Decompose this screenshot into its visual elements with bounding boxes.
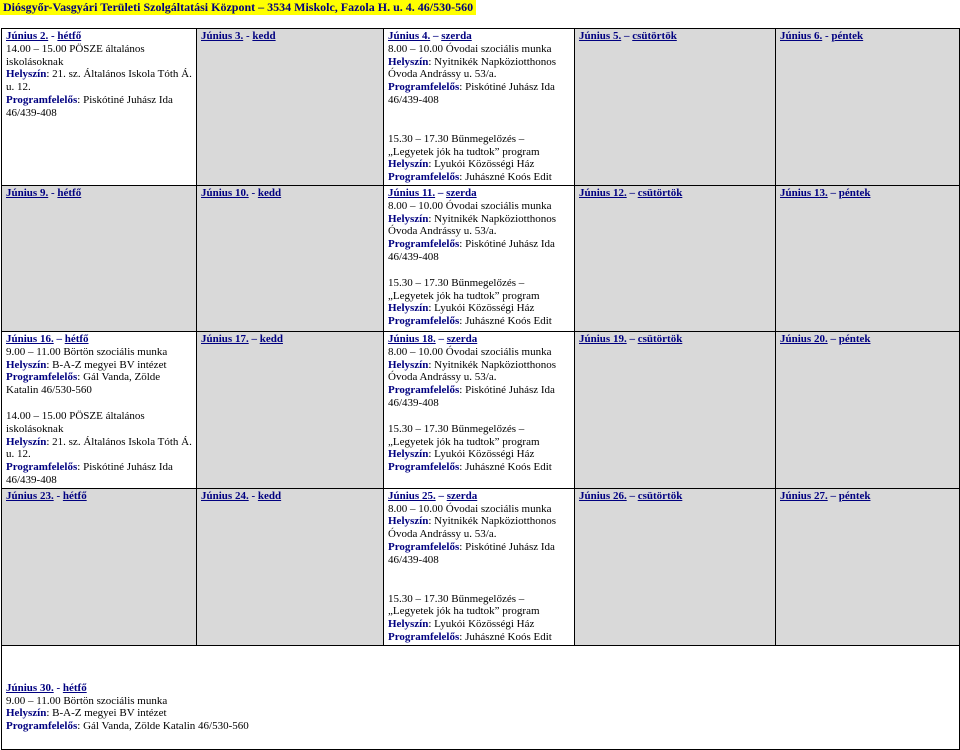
event-time-title: 15.30 – 17.30 Bűnmegelőzés – „Legyetek jók ha tudtok” program xyxy=(388,592,540,618)
event-responsible-value: Piskótiné Juhász Ida 46/439-408 xyxy=(388,540,555,566)
day-weekday: hétfő xyxy=(62,681,87,694)
day-heading xyxy=(780,333,956,346)
event-location: Helyszín: Nyitnikék Napköziotthonos Óvoda Andrássy u. 53/a. xyxy=(388,515,557,541)
event-time-title: 8.00 – 10.00 Óvodai szociális munka xyxy=(388,199,552,212)
day-separator: – xyxy=(626,186,638,199)
event-location: Helyszín: Lyukói Közösségi Ház xyxy=(388,302,535,315)
day-date: Június 16. xyxy=(6,332,54,345)
day-date: Június 26. xyxy=(579,489,627,502)
day-heading xyxy=(6,682,956,695)
day-heading xyxy=(780,187,956,200)
event-responsible: Programfelelős: Piskótiné Juhász Ida 46/439-408 xyxy=(388,384,555,409)
day-weekday: péntek xyxy=(838,489,871,502)
week-row xyxy=(2,29,960,186)
event-responsible: Programfelelős: Juhászné Koós Edit xyxy=(388,630,552,643)
day-weekday: hétfő xyxy=(64,332,89,345)
day-weekday: szerda xyxy=(446,489,478,502)
day-separator: - xyxy=(243,30,253,42)
day-weekday: kedd xyxy=(257,186,282,199)
event-responsible-label: Programfelelős xyxy=(388,384,460,397)
event-responsible-label: Programfelelős xyxy=(388,171,460,184)
event-location: Helyszín: 21. sz. Általános Iskola Tóth Á. u. 12. xyxy=(6,68,192,94)
event-time-title: 8.00 – 10.00 Óvodai szociális munka xyxy=(388,502,552,515)
event-location-value: 21. sz. Általános Iskola Tóth Á. u. 12. xyxy=(6,68,192,94)
event-responsible-value: Piskótiné Juhász Ida 46/439-408 xyxy=(388,384,555,409)
day-weekday: csütörtök xyxy=(637,186,683,199)
day-cell-monday xyxy=(2,29,197,186)
day-date: Június 17. xyxy=(201,332,249,345)
day-date: Június 18. xyxy=(388,332,436,345)
day-separator: – xyxy=(435,332,447,345)
day-heading xyxy=(6,333,193,346)
day-date: Június 10. xyxy=(201,186,249,199)
day-cell-friday xyxy=(776,185,960,331)
event-location-label: Helyszín xyxy=(388,212,429,225)
day-separator: - xyxy=(53,489,63,502)
event-time-title: 14.00 – 15.00 PÖSZE általános iskolásoknak xyxy=(6,409,145,435)
event-responsible-value: Gál Vanda, Zölde Katalin 46/530-560 xyxy=(83,720,249,733)
day-cell-thursday xyxy=(575,185,776,331)
day-separator: – xyxy=(626,489,638,502)
day-separator: - xyxy=(248,489,258,502)
event-location-value: Nyitnikék Napköziotthonos Óvoda Andrássy u. 53/a. xyxy=(388,212,557,238)
day-date: Június 19. xyxy=(579,332,627,345)
event-responsible-label: Programfelelős xyxy=(388,461,460,474)
event-responsible-label: Programfelelős xyxy=(6,720,78,733)
event-entry xyxy=(388,346,571,410)
event-location: Helyszín: B-A-Z megyei BV intézet xyxy=(6,707,167,720)
event-entry xyxy=(388,503,571,567)
event-location-label: Helyszín xyxy=(388,358,429,371)
day-weekday: hétfő xyxy=(57,30,82,42)
day-heading xyxy=(579,490,772,503)
event-location: Helyszín: Nyitnikék Napköziotthonos Óvoda Andrássy u. 53/a. xyxy=(388,358,557,384)
day-cell-tuesday xyxy=(197,488,384,645)
day-weekday: csütörtök xyxy=(637,332,683,345)
event-location-label: Helyszín xyxy=(388,448,429,461)
day-weekday: szerda xyxy=(446,332,478,345)
day-weekday: hétfő xyxy=(62,489,87,502)
event-entry xyxy=(388,133,571,184)
event-location: Helyszín: B-A-Z megyei BV intézet xyxy=(6,358,167,371)
week-row xyxy=(2,645,960,749)
day-heading xyxy=(201,333,380,346)
day-separator: – xyxy=(827,332,839,345)
event-responsible-value: Gál Vanda, Zölde Katalin 46/530-560 xyxy=(6,371,161,397)
day-weekday: szerda xyxy=(441,30,472,42)
event-responsible: Programfelelős: Piskótiné Juhász Ida 46/439-408 xyxy=(388,81,555,106)
day-separator: – xyxy=(435,489,447,502)
day-cell-friday xyxy=(776,29,960,186)
day-weekday: péntek xyxy=(838,332,871,345)
day-cell-monday xyxy=(2,331,197,488)
event-location-value: B-A-Z megyei BV intézet xyxy=(52,707,167,720)
event-location-label: Helyszín xyxy=(388,618,429,631)
event-entry xyxy=(388,423,571,474)
event-responsible-value: Juhászné Koós Edit xyxy=(465,315,552,328)
day-separator: - xyxy=(48,186,58,199)
day-weekday: csütörtök xyxy=(637,489,683,502)
event-time-title: 14.00 – 15.00 PÖSZE általános iskolásoknak xyxy=(6,42,145,68)
event-location-value: 21. sz. Általános Iskola Tóth Á. u. 12. xyxy=(6,435,192,461)
event-spacer xyxy=(6,397,193,410)
day-weekday: kedd xyxy=(252,30,276,42)
event-location-label: Helyszín xyxy=(388,515,429,528)
event-location-value: B-A-Z megyei BV intézet xyxy=(52,358,167,371)
day-weekday: péntek xyxy=(831,30,864,42)
day-heading xyxy=(388,333,571,346)
event-time-title: 8.00 – 10.00 Óvodai szociális munka xyxy=(388,42,552,55)
day-weekday: szerda xyxy=(446,186,477,199)
event-entry xyxy=(6,43,193,120)
event-location: Helyszín: Lyukói Közösségi Ház xyxy=(388,448,535,461)
day-cell-wednesday xyxy=(384,185,575,331)
day-cell-tuesday xyxy=(197,185,384,331)
event-spacer xyxy=(388,410,571,423)
event-responsible-label: Programfelelős xyxy=(6,371,78,384)
day-separator: - xyxy=(248,186,258,199)
day-heading xyxy=(388,490,571,503)
day-date: Június 9. xyxy=(6,186,49,199)
event-responsible-label: Programfelelős xyxy=(388,540,460,553)
day-heading xyxy=(388,30,571,43)
day-heading xyxy=(6,187,193,200)
event-entry xyxy=(6,346,193,397)
page-header: Diósgyőr-Vasgyári Területi Szolgáltatási Központ – 3534 Miskolc, Fazola H. u. 4. 46/530-560 xyxy=(0,0,476,15)
event-responsible: Programfelelős: Gál Vanda, Zölde Katalin 46/530-560 xyxy=(6,371,161,397)
event-location-value: Nyitnikék Napköziotthonos Óvoda Andrássy u. 53/a. xyxy=(388,358,557,384)
day-date: Június 20. xyxy=(780,332,828,345)
event-location-value: Nyitnikék Napköziotthonos Óvoda Andrássy u. 53/a. xyxy=(388,55,557,81)
event-responsible-label: Programfelelős xyxy=(388,630,460,643)
day-date: Június 11. xyxy=(388,186,436,199)
event-time-title: 15.30 – 17.30 Bűnmegelőzés – „Legyetek jók ha tudtok” program xyxy=(388,276,540,302)
day-separator: – xyxy=(248,332,260,345)
event-time-title: 9.00 – 11.00 Börtön szociális munka xyxy=(6,345,168,358)
day-date: Június 27. xyxy=(780,489,828,502)
event-location-value: Lyukói Közösségi Ház xyxy=(434,302,535,315)
event-entry xyxy=(388,277,571,328)
day-heading xyxy=(6,30,193,43)
event-responsible: Programfelelős: Piskótiné Juhász Ida 46/439-408 xyxy=(388,238,555,263)
day-cell-tuesday xyxy=(197,29,384,186)
day-separator: - xyxy=(822,30,832,42)
event-spacer xyxy=(388,264,571,277)
day-cell-thursday xyxy=(575,488,776,645)
day-cell-friday xyxy=(776,331,960,488)
day-separator: – xyxy=(621,30,633,42)
day-cell-tuesday xyxy=(197,331,384,488)
event-responsible-value: Piskótiné Juhász Ida 46/439-408 xyxy=(388,238,555,263)
day-heading xyxy=(201,30,380,43)
event-responsible-label: Programfelelős xyxy=(6,461,78,474)
day-heading xyxy=(579,187,772,200)
event-location: Helyszín: Lyukói Közösségi Ház xyxy=(388,618,535,631)
event-responsible: Programfelelős: Juhászné Koós Edit xyxy=(388,315,552,328)
day-cell-friday xyxy=(776,488,960,645)
event-location-label: Helyszín xyxy=(388,158,429,171)
event-entry xyxy=(388,43,571,107)
day-heading xyxy=(579,30,772,43)
day-date: Június 2. xyxy=(6,30,49,42)
day-separator: – xyxy=(53,332,65,345)
day-heading xyxy=(388,187,571,200)
day-cell-monday xyxy=(2,488,197,645)
event-responsible-value: Juhászné Koós Edit xyxy=(465,461,552,474)
event-spacer xyxy=(388,107,571,133)
day-weekday: péntek xyxy=(838,186,871,199)
event-responsible-value: Piskótiné Juhász Ida 46/439-408 xyxy=(388,81,555,106)
event-spacer xyxy=(388,567,571,593)
schedule-table xyxy=(1,28,960,750)
day-date: Június 13. xyxy=(780,186,828,199)
event-time-title: 15.30 – 17.30 Bűnmegelőzés – „Legyetek jók ha tudtok” program xyxy=(388,132,540,158)
day-separator: – xyxy=(827,186,839,199)
day-heading xyxy=(780,30,956,43)
day-heading xyxy=(579,333,772,346)
day-cell-wednesday xyxy=(384,488,575,645)
event-location-label: Helyszín xyxy=(388,55,429,68)
day-heading xyxy=(6,490,193,503)
day-cell-thursday xyxy=(575,29,776,186)
day-date: Június 4. xyxy=(388,30,431,42)
day-heading xyxy=(201,187,380,200)
event-entry xyxy=(388,200,571,264)
day-date: Június 6. xyxy=(780,30,823,42)
day-cell-monday xyxy=(2,185,197,331)
event-location: Helyszín: 21. sz. Általános Iskola Tóth Á. u. 12. xyxy=(6,435,192,461)
schedule-body xyxy=(2,29,960,750)
day-date: Június 23. xyxy=(6,489,54,502)
event-responsible-value: Juhászné Koós Edit xyxy=(465,630,552,643)
day-separator: – xyxy=(626,332,638,345)
event-location: Helyszín: Nyitnikék Napköziotthonos Óvoda Andrássy u. 53/a. xyxy=(388,55,557,81)
day-date: Június 5. xyxy=(579,30,622,42)
day-separator: – xyxy=(430,30,442,42)
week-row xyxy=(2,331,960,488)
event-responsible-label: Programfelelős xyxy=(6,93,78,106)
day-date: Június 12. xyxy=(579,186,627,199)
event-responsible: Programfelelős: Juhászné Koós Edit xyxy=(388,461,552,474)
event-location-label: Helyszín xyxy=(6,707,47,720)
day-cell-wednesday xyxy=(384,29,575,186)
event-location-label: Helyszín xyxy=(388,302,429,315)
week-row xyxy=(2,185,960,331)
day-cell-thursday xyxy=(575,331,776,488)
day-date: Június 25. xyxy=(388,489,436,502)
event-time-title: 8.00 – 10.00 Óvodai szociális munka xyxy=(388,345,552,358)
day-weekday: hétfő xyxy=(57,186,82,199)
event-location-value: Nyitnikék Napköziotthonos Óvoda Andrássy u. 53/a. xyxy=(388,515,557,541)
event-responsible-value: Piskótiné Juhász Ida 46/439-408 xyxy=(6,461,173,486)
day-heading xyxy=(201,490,380,503)
event-time-title: 15.30 – 17.30 Bűnmegelőzés – „Legyetek jók ha tudtok” program xyxy=(388,422,540,448)
event-responsible-label: Programfelelős xyxy=(388,238,460,251)
day-date: Június 24. xyxy=(201,489,249,502)
day-weekday: kedd xyxy=(259,332,283,345)
day-separator: - xyxy=(53,681,63,694)
event-location-value: Lyukói Közösségi Ház xyxy=(434,158,535,171)
day-separator: – xyxy=(435,186,447,199)
event-time-title: 9.00 – 11.00 Börtön szociális munka xyxy=(6,694,168,707)
event-location-label: Helyszín xyxy=(6,358,47,371)
event-responsible: Programfelelős: Piskótiné Juhász Ida 46/439-408 xyxy=(6,461,173,486)
event-location-value: Lyukói Közösségi Ház xyxy=(434,618,535,631)
event-responsible: Programfelelős: Gál Vanda, Zölde Katalin 46/530-560 xyxy=(6,720,249,733)
event-responsible: Programfelelős: Piskótiné Juhász Ida 46/439-408 xyxy=(388,540,555,566)
event-responsible: Programfelelős: Piskótiné Juhász Ida 46/439-408 xyxy=(6,93,173,119)
event-responsible-value: Piskótiné Juhász Ida 46/439-408 xyxy=(6,93,173,119)
day-separator: – xyxy=(827,489,839,502)
event-location: Helyszín: Lyukói Közösségi Ház xyxy=(388,158,535,171)
day-heading xyxy=(780,490,956,503)
day-weekday: kedd xyxy=(257,489,282,502)
event-entry xyxy=(388,593,571,644)
event-location-value: Lyukói Közösségi Ház xyxy=(434,448,535,461)
event-responsible: Programfelelős: Juhászné Koós Edit xyxy=(388,171,552,184)
event-responsible-value: Juhászné Koós Edit xyxy=(465,171,552,184)
week-row xyxy=(2,488,960,645)
event-location-label: Helyszín xyxy=(6,435,47,448)
day-cell-monday xyxy=(2,645,960,749)
event-entry xyxy=(6,695,956,733)
day-separator: - xyxy=(48,30,58,42)
event-responsible-label: Programfelelős xyxy=(388,81,460,94)
day-cell-wednesday xyxy=(384,331,575,488)
event-location-label: Helyszín xyxy=(6,68,47,81)
event-responsible-label: Programfelelős xyxy=(388,315,460,328)
event-entry xyxy=(6,410,193,487)
event-location: Helyszín: Nyitnikék Napköziotthonos Óvoda Andrássy u. 53/a. xyxy=(388,212,557,238)
day-date: Június 3. xyxy=(201,30,244,42)
day-date: Június 30. xyxy=(6,681,54,694)
day-weekday: csütörtök xyxy=(632,30,677,42)
